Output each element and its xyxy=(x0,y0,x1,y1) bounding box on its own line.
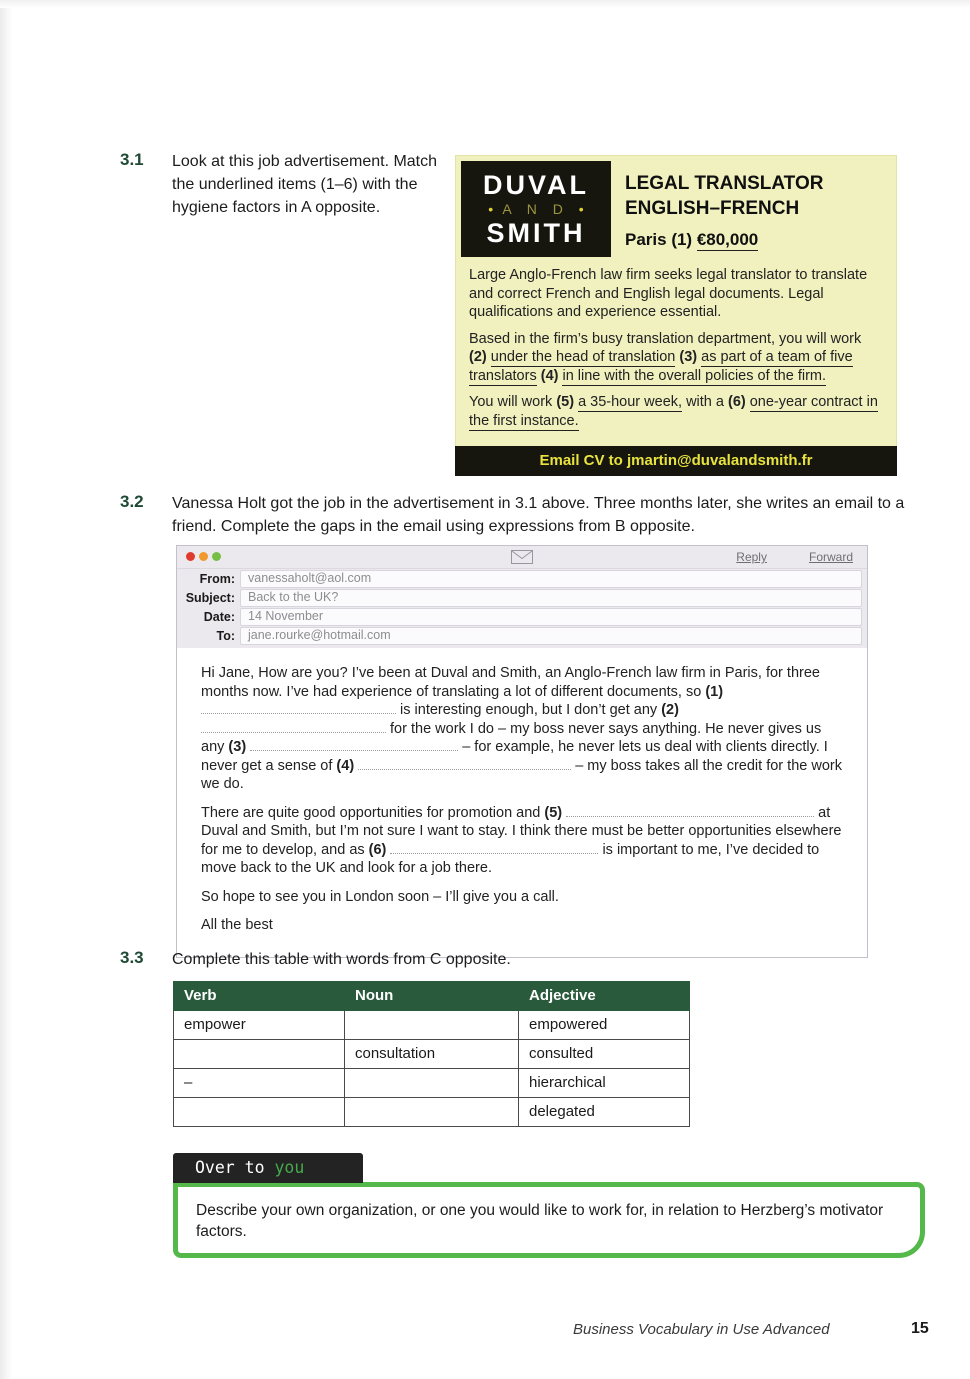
exercise-3-2-instructions: Vanessa Holt got the job in the advertisement in 3.1 above. Three months later, she writes an email to a friend. Complete the gaps in the email using expressions from B opposite. xyxy=(172,495,905,535)
table-cell xyxy=(345,1011,519,1040)
job-ad-header xyxy=(455,155,897,257)
underlined-item-2: under the head of translation xyxy=(490,349,676,365)
table-cell: – xyxy=(174,1069,345,1098)
job-title-line1: LEGAL TRANSLATOR xyxy=(625,173,824,194)
email-titlebar xyxy=(177,546,867,569)
gap-line-5 xyxy=(566,805,814,817)
over-to-you-tab: Over to you xyxy=(173,1153,363,1183)
table-cell xyxy=(174,1098,345,1127)
word-forms-table xyxy=(173,981,690,1127)
to-label: To: xyxy=(216,628,235,643)
table-cell xyxy=(345,1069,519,1098)
email-body xyxy=(177,648,867,957)
email-window xyxy=(176,545,868,958)
job-advertisement xyxy=(455,155,897,476)
email-date-row xyxy=(177,607,867,626)
table-cell xyxy=(174,1040,345,1069)
table-cell: consultation xyxy=(345,1040,519,1069)
column-header-adjective: Adjective xyxy=(519,982,690,1011)
gap-line-4 xyxy=(358,758,571,770)
email-paragraph-3: So hope to see you in London soon – I’ll give you a call. xyxy=(201,888,559,905)
table-cell: empowered xyxy=(519,1011,690,1040)
date-value: 14 November xyxy=(240,608,862,626)
logo-line-duval: DUVAL xyxy=(483,170,589,200)
email-header xyxy=(177,546,867,648)
from-value: vanessaholt@aol.com xyxy=(240,570,862,588)
date-label: Date: xyxy=(203,609,235,624)
email-from-row xyxy=(177,569,867,588)
salary-underlined: €80,000 xyxy=(696,230,759,249)
close-traffic-light-icon xyxy=(186,552,195,561)
table-row xyxy=(174,1098,690,1127)
exercise-3-1-instructions: Look at this job advertisement. Match the underlined items (1–6) with the hygiene factors in A opposite. xyxy=(172,153,438,216)
email-paragraph-2: There are quite good opportunities for promotion and (5) at Duval and Smith, but I’m not sure I want to stay. I think there must be better opportunities elsewhere for me to develop, and as (6) is important to me, I’ve decided to move back to the UK and look for a job there. xyxy=(201,804,842,876)
job-title-line2: ENGLISH–FRENCH xyxy=(625,198,800,219)
envelope-icon xyxy=(511,550,533,569)
email-paragraph-1: Hi Jane, How are you? I’ve been at Duval and Smith, an Anglo-French law firm in Paris, for three months now. I’ve had experience of translating a lot of different documents, so (1) is interesting enough, but I don’t get any (2) for the work I do – my boss never says anything. He never gives us any (3) – for example, he never lets us deal with clients directly. I never get a sense of (4) – my boss takes all the credit for the work we do. xyxy=(201,665,842,792)
table-cell: empower xyxy=(174,1011,345,1040)
underlined-item-4: in line with the overall policies of the firm. xyxy=(562,367,827,384)
job-location-salary: Paris (1) €80,000 xyxy=(625,230,759,249)
email-subject-row xyxy=(177,588,867,607)
to-value: jane.rourke@hotmail.com xyxy=(240,627,862,645)
job-ad-paragraph-3: You will work (5) a 35-hour week, with a (6) one-year contract in the first instance. xyxy=(469,394,878,429)
exercise-3-3-instructions: Complete this table with words from C opposite. xyxy=(172,951,511,968)
page-number: 15 xyxy=(911,1320,929,1337)
duval-and-smith-logo xyxy=(461,161,611,257)
logo-dot-right: • xyxy=(578,201,584,217)
minimize-traffic-light-icon xyxy=(199,552,208,561)
underlined-item-6: one-year contract in the first instance. xyxy=(469,394,878,429)
gap-line-1 xyxy=(201,702,396,714)
logo-line-smith: SMITH xyxy=(486,218,586,248)
logo-line-and: • A N D • xyxy=(488,201,584,217)
from-label: From: xyxy=(199,571,235,586)
over-to-you-text: Describe your own organization, or one you would like to work for, in relation to Herzberg’s motivator factors. xyxy=(196,1202,884,1240)
zoom-traffic-light-icon xyxy=(212,552,221,561)
email-cv-banner: Email CV to jmartin@duvalandsmith.fr xyxy=(455,446,897,476)
email-to-row xyxy=(177,626,867,645)
table-row xyxy=(174,1011,690,1040)
over-to-you-tab-accent: you xyxy=(274,1158,305,1177)
subject-value: Back to the UK? xyxy=(240,589,862,607)
table-header-row xyxy=(174,982,690,1011)
gap-line-6 xyxy=(390,842,598,854)
exercise-3-2-number: 3.2 xyxy=(120,492,144,511)
logo-dot-left: • xyxy=(488,201,494,217)
table-cell xyxy=(345,1098,519,1127)
job-ad-paragraph-1: Large Anglo-French law firm seeks legal translator to translate and correct French and English legal documents. Legal qualifications and experience essential. xyxy=(469,267,868,320)
forward-link: Forward xyxy=(808,550,853,564)
exercise-3-1-number: 3.1 xyxy=(120,150,144,169)
table-row xyxy=(174,1040,690,1069)
table-row xyxy=(174,1069,690,1098)
job-ad-body xyxy=(455,257,897,446)
exercise-3-3-number: 3.3 xyxy=(120,948,144,967)
table-cell: consulted xyxy=(519,1040,690,1069)
email-actions xyxy=(694,550,853,564)
gap-line-2 xyxy=(201,721,386,733)
subject-label: Subject: xyxy=(185,590,235,605)
column-header-verb: Verb xyxy=(174,982,345,1011)
job-ad-paragraph-2: Based in the firm’s busy translation department, you will work (2) under the head of translation (3) as part of a team of five translators (4) in line with the overall policies of the firm. xyxy=(469,330,862,384)
table-cell: hierarchical xyxy=(519,1069,690,1098)
column-header-noun: Noun xyxy=(345,982,519,1011)
table-cell: delegated xyxy=(519,1098,690,1127)
gap-line-3 xyxy=(250,739,458,751)
over-to-you-box xyxy=(173,1182,925,1258)
book-title-footer: Business Vocabulary in Use Advanced xyxy=(573,1321,830,1338)
email-paragraph-4: All the best xyxy=(201,917,273,933)
underlined-item-5: a 35-hour week, xyxy=(578,394,683,410)
reply-link: Reply xyxy=(736,550,767,564)
job-ad-titles xyxy=(611,161,823,257)
underlined-item-3: as part of a team of five translators xyxy=(469,349,853,384)
